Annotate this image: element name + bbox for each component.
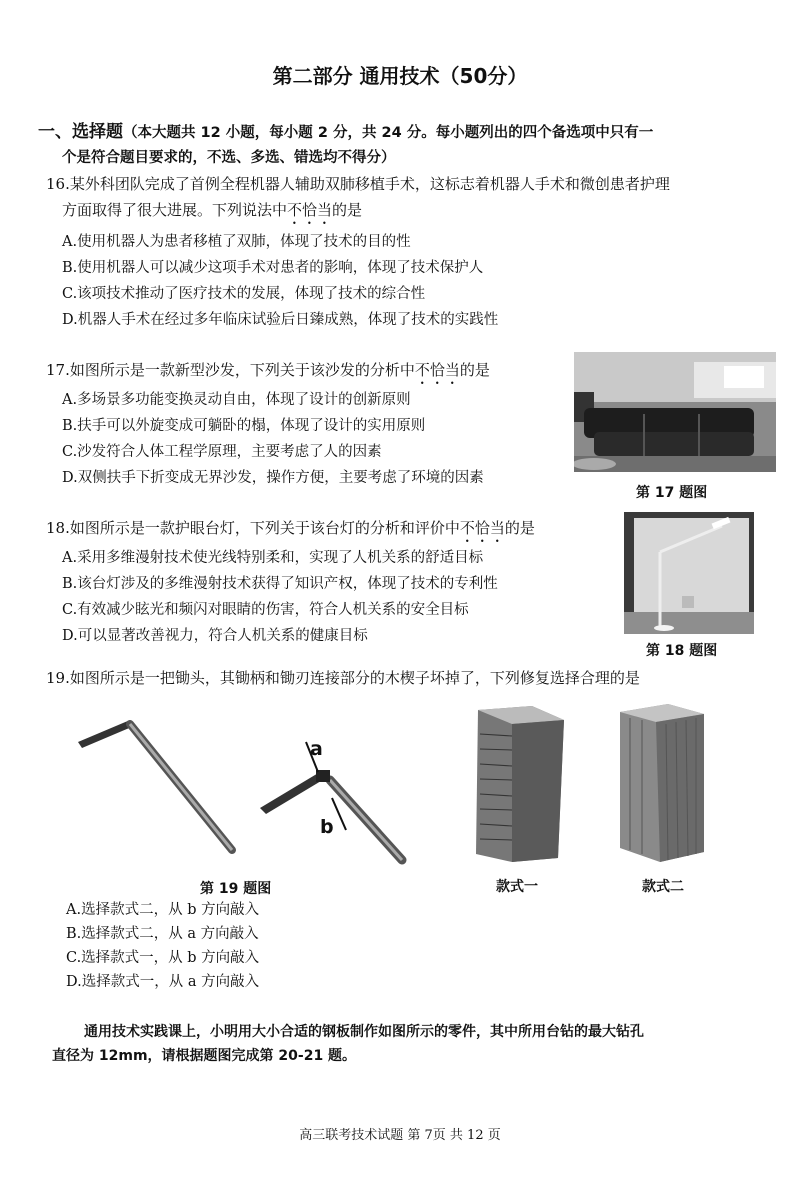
page-title: 第二部分 通用技术（50分） xyxy=(272,64,528,88)
q17-stem-c: 的是 xyxy=(459,361,490,379)
section-heading-line xyxy=(38,122,653,143)
q18-option-d: D.可以显著改善视力，符合人机关系的健康目标 xyxy=(62,628,368,644)
section-heading: 一、选择题 xyxy=(38,122,123,142)
q18-stem-a: 18.如图所示是一款护眼台灯，下列关于该台灯的分析和评价中 xyxy=(46,519,460,537)
q16-option-c: C.该项技术推动了医疗技术的发展，体现了技术的综合性 xyxy=(62,286,426,302)
q16-option-a: A.使用机器人为患者移植了双肺，体现了技术的目的性 xyxy=(62,234,411,250)
q17-stem-a: 17.如图所示是一款新型沙发，下列关于该沙发的分析中 xyxy=(46,361,415,379)
q18-emphasis: 不恰当 xyxy=(459,519,505,537)
style2-label: 款式二 xyxy=(642,879,684,895)
q18-stem-c: 的是 xyxy=(504,519,535,537)
section-instruction-1: （本大题共 12 小题，每小题 2 分，共 24 分。每小题列出的四个备选项中只有一 xyxy=(123,125,654,141)
q19-option-a: A.选择款式二，从 b 方向敲入 xyxy=(66,902,260,918)
q19-caption: 第 19 题图 xyxy=(200,881,272,897)
hoe-blade-left xyxy=(78,720,134,748)
q17-option-a: A.多场景多功能变换灵动自由，体现了设计的创新原则 xyxy=(62,392,411,408)
q16-stem-2 xyxy=(62,200,362,228)
q16-stem-1: 16.某外科团队完成了首例全程机器人辅助双肺移植手术，这标志着机器人手术和微创患者护理 xyxy=(46,175,670,193)
q19-option-d: D.选择款式一，从 a 方向敲入 xyxy=(66,974,260,990)
q16-option-d: D.机器人手术在经过多年临床试验后日臻成熟，体现了技术的实践性 xyxy=(62,312,499,328)
q16-stem-2a: 方面取得了很大进展。下列说法中 xyxy=(62,201,288,219)
q18-option-a: A.采用多维漫射技术使光线特别柔和，实现了人机关系的舒适目标 xyxy=(62,550,484,566)
q16-emphasis: 不恰当 xyxy=(287,201,333,219)
q17-stem xyxy=(46,360,490,388)
arrow-b xyxy=(332,798,346,830)
intro-line-1: 通用技术实践课上，小明用大小合适的钢板制作如图所示的零件，其中所用台钻的最大钻孔 xyxy=(84,1024,644,1040)
style1-label: 款式一 xyxy=(496,879,538,895)
q19-option-b: B.选择款式二，从 a 方向敲入 xyxy=(66,926,259,942)
lamp-image xyxy=(624,512,754,634)
hoe-handle-left-shine xyxy=(130,724,232,850)
hoe-figure xyxy=(70,700,420,870)
q19-option-c: C.选择款式一，从 b 方向敲入 xyxy=(66,950,260,966)
wedge-style-2 xyxy=(616,702,712,864)
label-b: b xyxy=(320,816,334,838)
sofa-image xyxy=(574,352,776,472)
wedge-style-1 xyxy=(472,704,568,864)
intro-line-2: 直径为 12mm，请根据题图完成第 20-21 题。 xyxy=(52,1048,357,1064)
q17-option-b: B.扶手可以外旋变成可躺卧的榻，体现了设计的实用原则 xyxy=(62,418,426,434)
page-footer: 高三联考技术试题 第 7页 共 12 页 xyxy=(299,1128,501,1143)
q17-option-c: C.沙发符合人体工程学原理，主要考虑了人的因素 xyxy=(62,444,382,460)
q16-option-b: B.使用机器人可以减少这项手术对患者的影响，体现了技术保护人 xyxy=(62,260,484,276)
label-a: a xyxy=(310,738,323,760)
q17-option-d: D.双侧扶手下折变成无界沙发，操作方便，主要考虑了环境的因素 xyxy=(62,470,484,486)
q16-stem-2c: 的是 xyxy=(332,201,363,219)
q18-option-c: C.有效减少眩光和频闪对眼睛的伤害，符合人机关系的安全目标 xyxy=(62,602,469,618)
q19-stem: 19.如图所示是一把锄头，其锄柄和锄刃连接部分的木楔子坏掉了，下列修复选择合理的是 xyxy=(46,669,640,687)
q18-option-b: B.该台灯涉及的多维漫射技术获得了知识产权，体现了技术的专利性 xyxy=(62,576,498,592)
q18-caption: 第 18 题图 xyxy=(646,643,718,659)
q17-caption: 第 17 题图 xyxy=(636,485,708,501)
q18-stem xyxy=(46,518,535,546)
section-instruction-2: 个是符合题目要求的，不选、多选、错选均不得分） xyxy=(62,150,396,166)
q17-emphasis: 不恰当 xyxy=(414,361,460,379)
